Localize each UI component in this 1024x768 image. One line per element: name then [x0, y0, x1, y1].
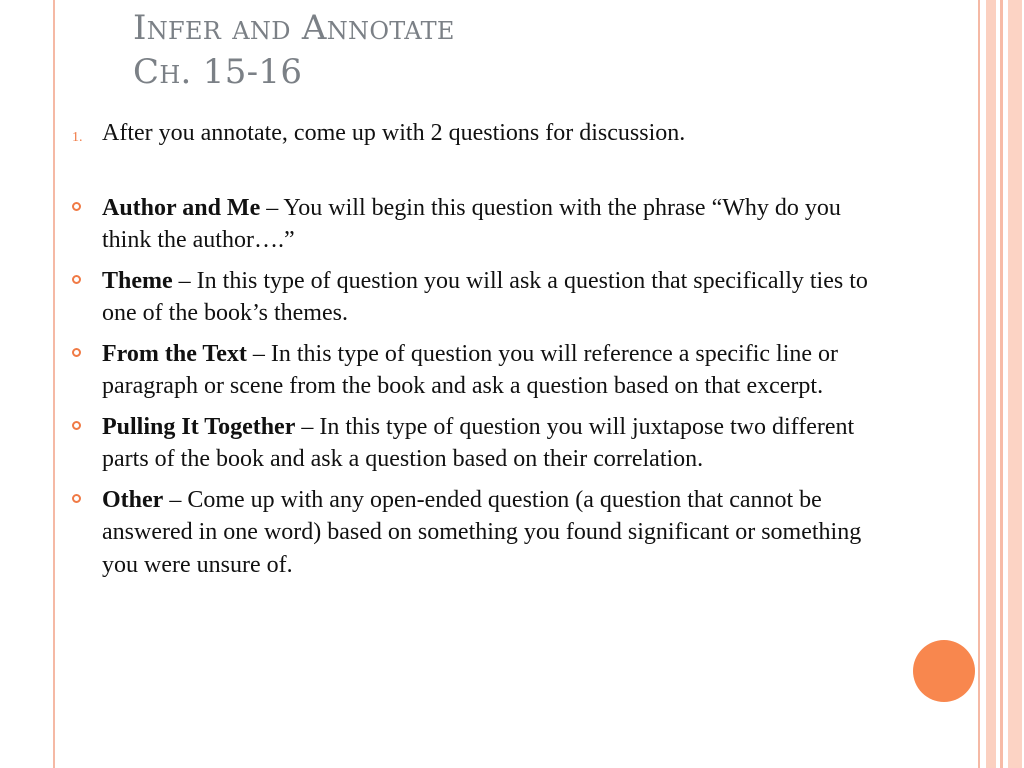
- bullet-text: – In this type of question you will reference a specific line or paragraph or scene from the book and ask a question based on that excerpt.: [102, 340, 839, 399]
- bullet-item-from-the-text: [72, 338, 872, 403]
- bullet-item-theme: [72, 265, 872, 330]
- right-frame-band: [986, 0, 996, 768]
- bullet-list: [72, 192, 872, 582]
- right-frame-band: [1008, 0, 1022, 768]
- left-frame: [0, 0, 54, 768]
- bullet-circle-icon: [72, 421, 81, 430]
- bullet-term: Other: [102, 486, 164, 513]
- slide-title: [133, 6, 893, 94]
- bullet-term: Theme: [102, 267, 173, 294]
- bullet-text: – You will begin this question with the phrase “Why do you think the author….”: [102, 194, 841, 253]
- bullet-text: – In this type of question you will ask a question that specifically ties to one of the book’s themes.: [102, 267, 868, 326]
- numbered-item-text: After you annotate, come up with 2 questions for discussion.: [102, 120, 686, 146]
- number-marker: 1.: [72, 130, 83, 145]
- right-frame-band: [1000, 0, 1003, 768]
- left-frame-line: [53, 0, 55, 768]
- bullet-item-other: [72, 484, 872, 582]
- right-frame: [978, 0, 1024, 768]
- bullet-circle-icon: [72, 494, 81, 503]
- slide-content: [72, 117, 872, 589]
- right-frame-line: [978, 0, 980, 768]
- title-line-1: Infer and Annotate: [133, 8, 455, 48]
- bullet-text: – Come up with any open-ended question (a question that cannot be answered in one word) based on something you found significant or something you were unsure of.: [102, 486, 862, 578]
- accent-circle: [913, 640, 975, 702]
- bullet-item-author-and-me: [72, 192, 872, 257]
- bullet-circle-icon: [72, 202, 81, 211]
- bullet-circle-icon: [72, 275, 81, 284]
- bullet-item-pulling-it-together: [72, 411, 872, 476]
- bullet-term: From the Text: [102, 340, 247, 367]
- title-line-2: Ch. 15-16: [133, 52, 303, 92]
- bullet-circle-icon: [72, 348, 81, 357]
- numbered-item: [72, 117, 872, 150]
- bullet-text: – In this type of question you will juxtapose two different parts of the book and ask a question based on their correlation.: [102, 413, 855, 472]
- bullet-term: Pulling It Together: [102, 413, 296, 440]
- bullet-term: Author and Me: [102, 194, 261, 221]
